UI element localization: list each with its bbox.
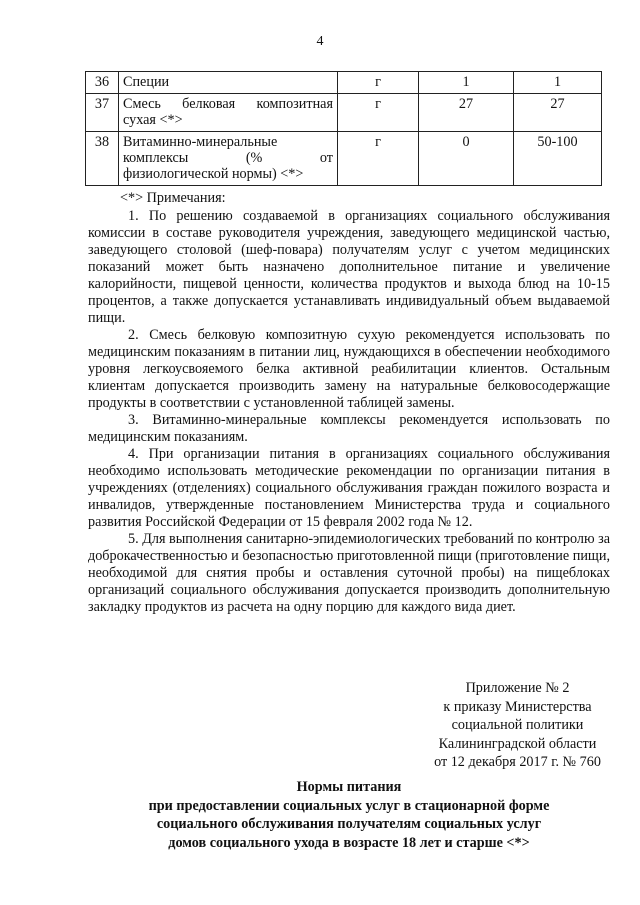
- appendix-line: Калининградской области: [438, 735, 597, 752]
- quantity-2: 1: [514, 72, 602, 94]
- title-line: Нормы питания: [296, 779, 402, 795]
- product-name: Смесь белковая композитная сухая <*>: [119, 94, 338, 132]
- note-paragraph: 4. При организации питания в организациях социального обслуживания необходимо использовать методические рекомендации по организации питания в учреждениях (отделениях) социального обслуживания граждан пожилого возраста и инвалидов, утвержденные постановлением Министерства труда и социального развития Российской Федерации от 15 февраля 2002 года № 12.: [88, 446, 610, 530]
- quantity-1: 0: [419, 132, 514, 186]
- unit: г: [338, 72, 419, 94]
- title-line: социального обслуживания получателям социальных услуг: [156, 816, 542, 832]
- appendix-line: социальной политики: [451, 717, 584, 733]
- row-number: 38: [86, 132, 119, 186]
- product-name: Витаминно-минеральные комплексы (% от физиологической нормы) <*>: [119, 132, 338, 186]
- table-row: [86, 132, 602, 186]
- appendix-block: [420, 679, 615, 772]
- note-paragraph: 3. Витаминно-минеральные комплексы рекомендуется использовать по медицинским показаниям.: [88, 412, 610, 445]
- unit: г: [338, 94, 419, 132]
- notes-title: <*> Примечания:: [120, 190, 226, 206]
- document-title: [88, 778, 610, 852]
- nutrition-norms-table: [85, 71, 602, 186]
- row-number: 37: [86, 94, 119, 132]
- table-row: [86, 72, 602, 94]
- title-line: при предоставлении социальных услуг в стационарной форме: [148, 797, 550, 814]
- page-number: 4: [316, 34, 324, 49]
- note-paragraph: 5. Для выполнения санитарно-эпидемиологических требований по контролю за доброкачественностью и безопасностью приготовленной пищи (приготовление пищи, необходимой для снятия пробы и оставления суточной пробы) на пищеблоках организаций социального обслуживания допускается производить дополнительную закладку продуктов из расчета на одну порцию для каждого вида диет.: [88, 531, 610, 615]
- table-row: [86, 94, 602, 132]
- product-name: Специи: [119, 72, 338, 94]
- appendix-line: Приложение № 2: [465, 680, 570, 696]
- quantity-1: 27: [419, 94, 514, 132]
- appendix-line: к приказу Министерства: [443, 698, 592, 715]
- quantity-1: 1: [419, 72, 514, 94]
- row-number: 36: [86, 72, 119, 94]
- unit: г: [338, 132, 419, 186]
- quantity-2: 50-100: [514, 132, 602, 186]
- appendix-line: от 12 декабря 2017 г. № 760: [434, 754, 601, 770]
- notes-body: [88, 208, 610, 616]
- note-paragraph: 2. Смесь белковую композитную сухую рекомендуется использовать по медицинским показаниям в питании лиц, нуждающихся в обеспечении необходимого уровня легкоусвояемого белка активной реабилитации клиентов. Остальным клиентам допускается производить замену на натуральные белковосодержащие продукты в соответствии с установленной таблицей замены.: [88, 327, 610, 411]
- quantity-2: 27: [514, 94, 602, 132]
- note-paragraph: 1. По решению создаваемой в организациях социального обслуживания комиссии в составе руководителя учреждения, заведующего медицинской частью, заведующего столовой (шеф-повара) получателям услуг с учетом медицинских показаний может быть назначено дополнительное питание и увеличение калорийности, пищевой ценности, количества продуктов и выхода блюд на 10-15 процентов, а также допускается устанавливать индивидуальный объем выдаваемой пищи.: [88, 208, 610, 326]
- title-line: домов социального ухода в возрасте 18 лет и старше <*>: [168, 834, 530, 851]
